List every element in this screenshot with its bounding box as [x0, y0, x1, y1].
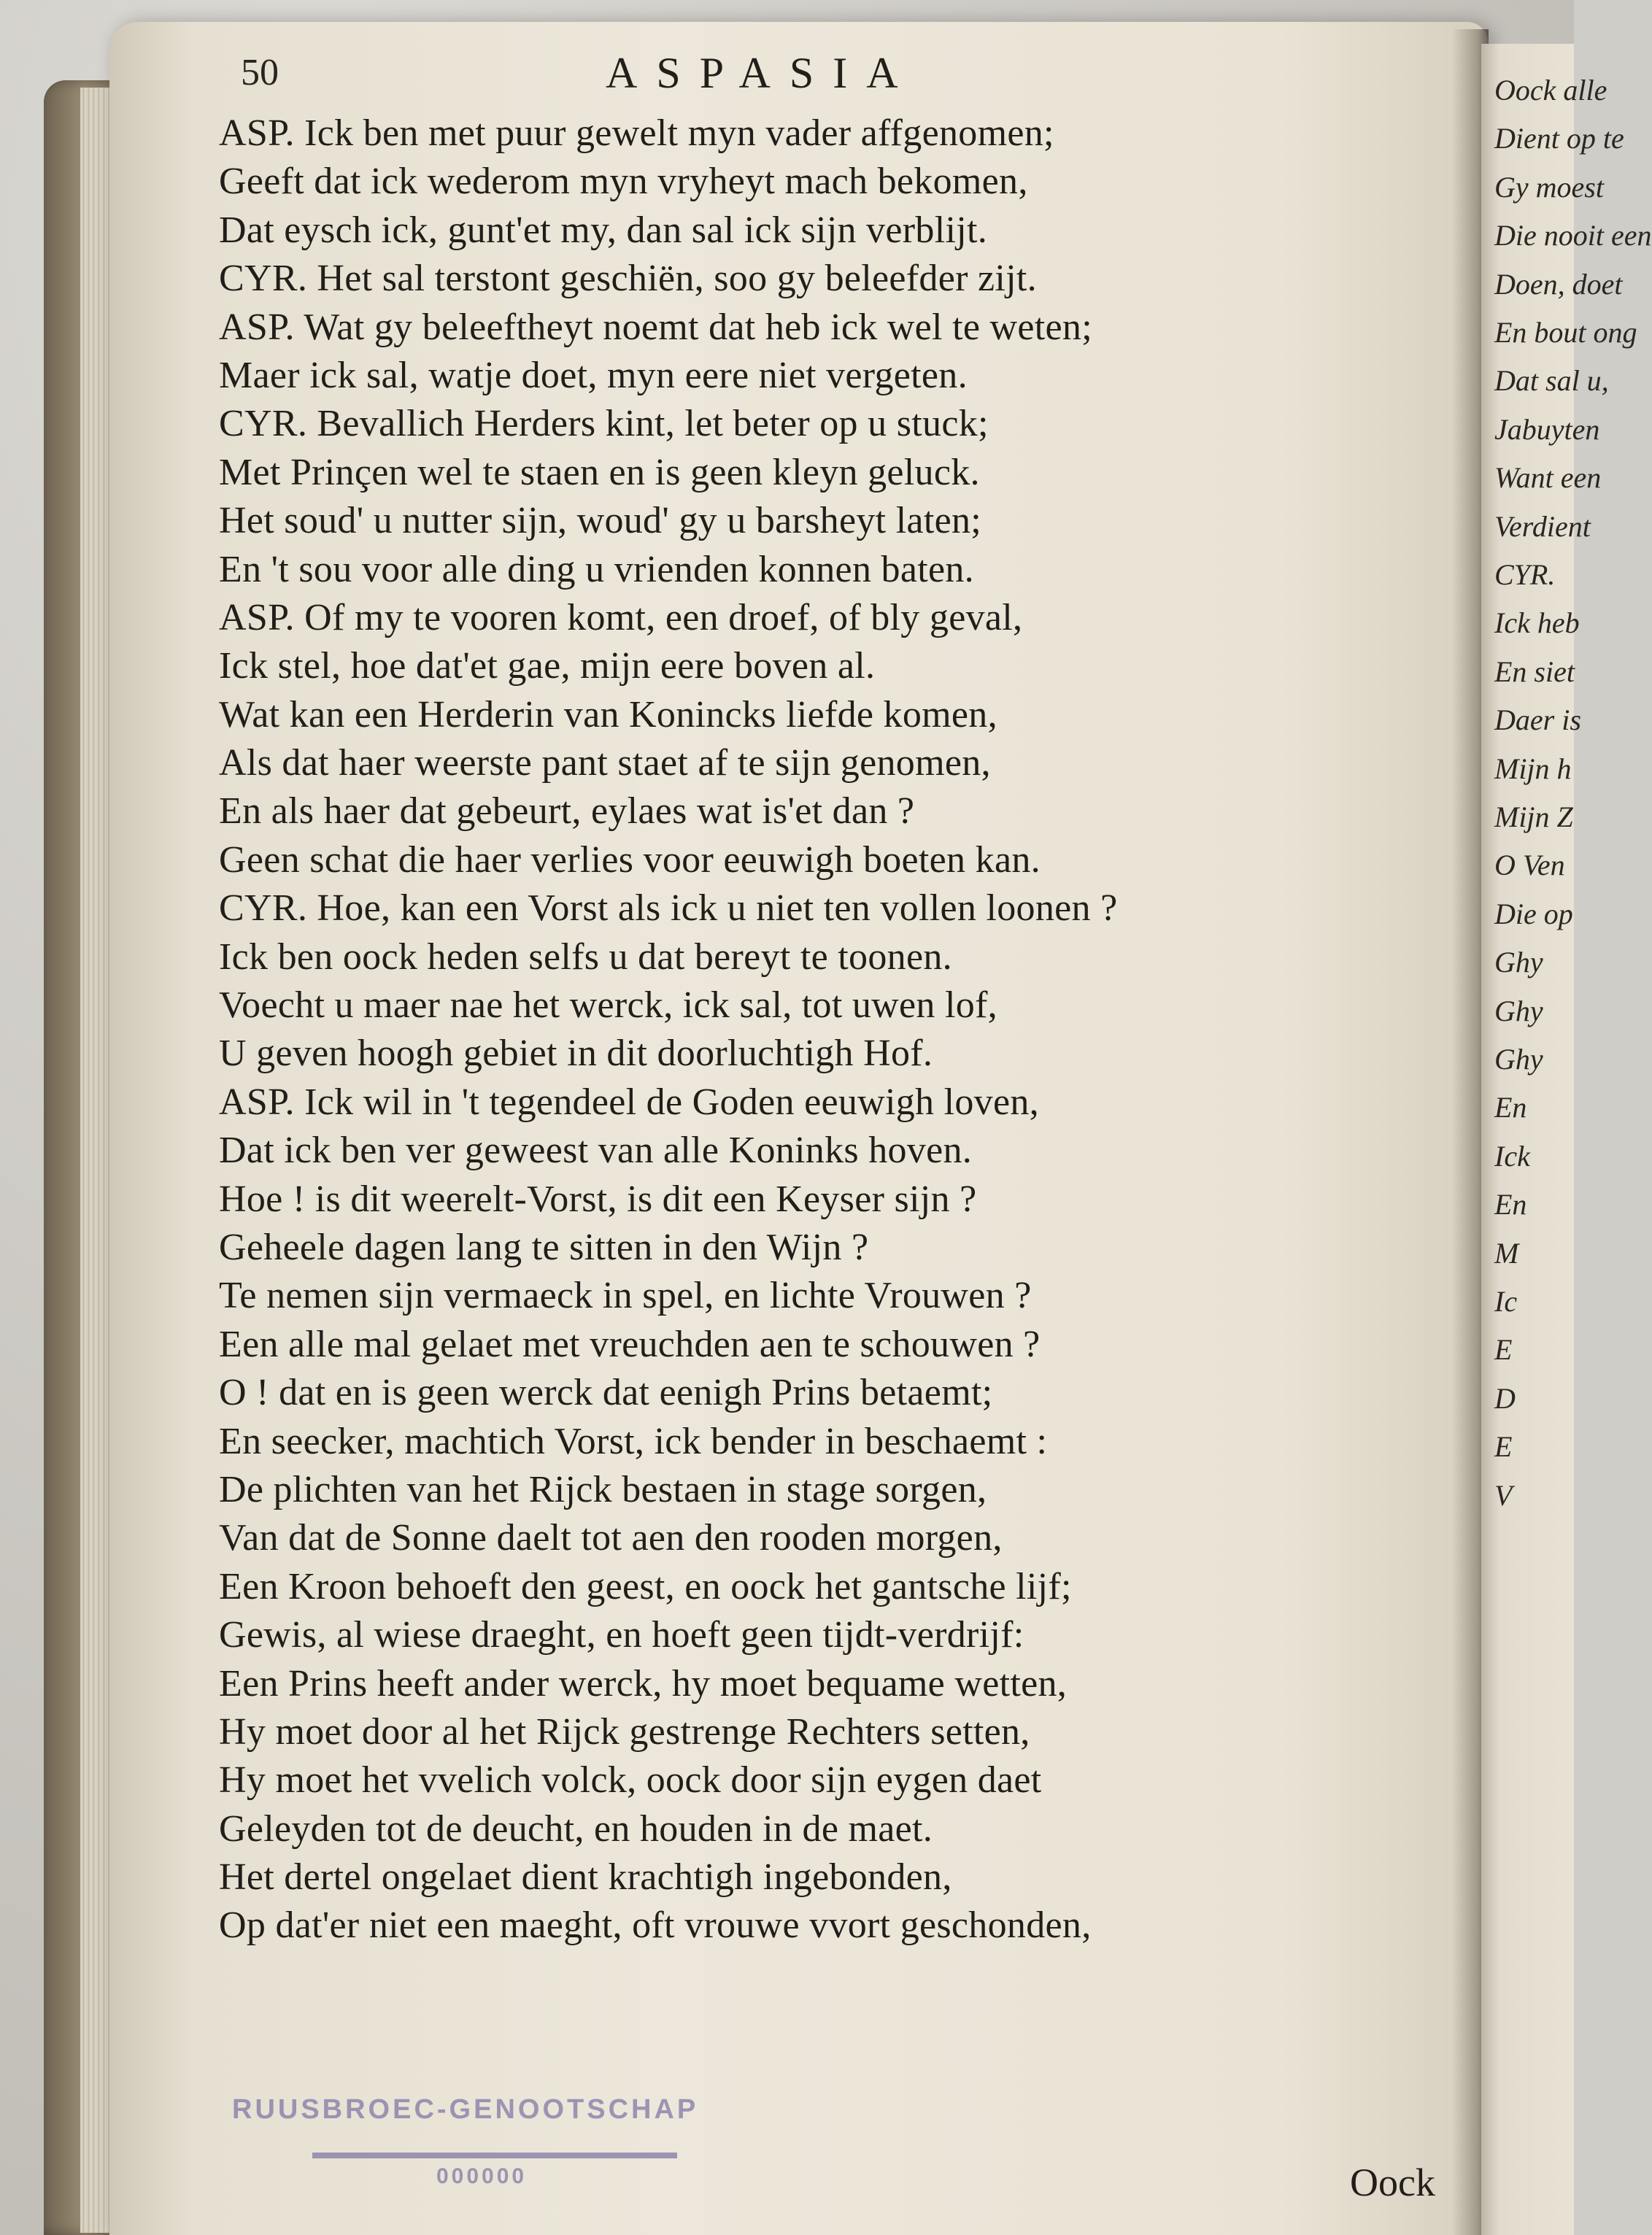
facing-page-line: Mijn Z [1494, 800, 1573, 833]
verse-line: Gewis, al wiese draeght, en hoeft geen tijdt-verdrijf: [219, 1614, 1024, 1656]
verse-line: Het dertel ongelaet dient krachtigh ingebonden, [219, 1856, 952, 1899]
verse-line: Hy moet het vvelich volck, oock door sijn eygen daet [219, 1759, 1042, 1802]
verse-line: Een Kroon behoeft den geest, en oock het gantsche lijf; [219, 1565, 1072, 1607]
verse-line: Te nemen sijn vermaeck in spel, en lichte Vrouwen ? [219, 1275, 1032, 1317]
facing-page-line: Dient op te [1494, 122, 1624, 155]
verse-line: Geeft dat ick wederom myn vryheyt mach bekomen, [219, 161, 1028, 203]
facing-page [1481, 44, 1652, 2235]
verse-line: ASP. Ick ben met puur gewelt myn vader affgenomen; [219, 112, 1054, 154]
page-number: 50 [241, 52, 279, 93]
verse-line: ASP. Wat gy beleeftheyt noemt dat heb ick wel te weten; [219, 306, 1092, 348]
stamp-text: RUUSBROEC-GENOOTSCHAP [232, 2094, 699, 2125]
facing-page-line: Ick [1494, 1139, 1530, 1173]
verse-line: Maer ick sal, watje doet, myn eere niet vergeten. [219, 354, 968, 396]
facing-page-line: E [1494, 1333, 1513, 1367]
facing-page-line: Mijn h [1494, 752, 1572, 785]
verse-line: ASP. Ick wil in 't tegendeel de Goden eeuwigh loven, [219, 1081, 1039, 1123]
verse-line: Hoe ! is dit weerelt-Vorst, is dit een Keyser sijn ? [219, 1178, 977, 1220]
verse-line: Als dat haer weerste pant staet af te sijn genomen, [219, 742, 991, 784]
facing-page-line: E [1494, 1430, 1513, 1464]
facing-page-line: Ic [1494, 1285, 1518, 1318]
facing-page-line: Gy moest [1494, 170, 1604, 204]
verse-line: Geleyden tot de deucht, en houden in de maet. [219, 1807, 933, 1850]
verse-line: Voecht u maer nae het werck, ick sal, tot uwen lof, [219, 984, 997, 1027]
verse-line: Ick ben oock heden selfs u dat bereyt te toonen. [219, 935, 952, 978]
verse-line: En seecker, machtich Vorst, ick bender in beschaemt : [219, 1420, 1048, 1462]
facing-page-line: Verdient [1494, 509, 1591, 543]
verse-line: Geen schat die haer verlies voor eeuwigh boeten kan. [219, 838, 1041, 881]
verse-text [219, 109, 1459, 1950]
verse-line: U geven hoogh gebiet in dit doorluchtigh Hof. [219, 1032, 933, 1075]
facing-page-line: M [1494, 1236, 1519, 1270]
facing-page-line: Ick heb [1494, 606, 1580, 640]
verse-line: Met Prinçen wel te staen en is geen kleyn geluck. [219, 451, 980, 493]
catchword: Oock [1350, 2161, 1435, 2204]
verse-line: De plichten van het Rijck bestaen in stage sorgen, [219, 1468, 987, 1510]
verse-line: CYR. Het sal terstont geschiën, soo gy beleefder zijt. [219, 258, 1037, 300]
facing-page-line: Jabuyten [1494, 412, 1600, 446]
verse-line: En 't sou voor alle ding u vrienden konnen baten. [219, 548, 974, 590]
verse-line: En als haer dat gebeurt, eylaes wat is'et dan ? [219, 790, 915, 833]
verse-line: Wat kan een Herderin van Konincks liefde komen, [219, 693, 997, 736]
facing-page-line: Dat sal u, [1494, 364, 1609, 398]
facing-page-line: O Ven [1494, 849, 1565, 882]
verse-line: Dat ick ben ver geweest van alle Koninks hoven. [219, 1130, 973, 1172]
verse-line: Ick stel, hoe dat'et gae, mijn eere boven al. [219, 645, 876, 687]
verse-line: O ! dat en is geen werck dat eenigh Prins betaemt; [219, 1372, 993, 1414]
verse-line: Een alle mal gelaet met vreuchden aen te schouwen ? [219, 1323, 1041, 1365]
facing-page-line: Want een [1494, 461, 1602, 495]
facing-page-line: Die nooit een [1494, 219, 1652, 252]
verse-line: Hy moet door al het Rijck gestrenge Rechters setten, [219, 1710, 1030, 1753]
facing-page-line: En [1494, 1091, 1527, 1124]
facing-page-line: V [1494, 1478, 1513, 1512]
library-stamp [232, 2094, 787, 2204]
running-title: ASPASIA [606, 49, 917, 97]
facing-page-line: En bout ong [1494, 316, 1637, 349]
facing-page-line: D [1494, 1381, 1516, 1415]
facing-page-line: En siet [1494, 655, 1575, 688]
verse-line: Van dat de Sonne daelt tot aen den rooden morgen, [219, 1517, 1003, 1559]
verse-line: Op dat'er niet een maeght, oft vrouwe vvort geschonden, [219, 1904, 1092, 1947]
facing-page-line: Ghy [1494, 994, 1543, 1027]
facing-page-line: Daer is [1494, 703, 1581, 737]
facing-page-line: CYR. [1494, 558, 1556, 591]
facing-page-line: Oock alle [1494, 74, 1607, 107]
verse-line: Dat eysch ick, gunt'et my, dan sal ick sijn verblijt. [219, 209, 988, 251]
verse-line: Geheele dagen lang te sitten in den Wijn ? [219, 1226, 869, 1268]
facing-page-line: Ghy [1494, 1043, 1543, 1076]
stamp-rule [312, 2153, 677, 2158]
stamp-number: 000000 [436, 2164, 528, 2188]
verse-line: Het soud' u nutter sijn, woud' gy u barsheyt laten; [219, 500, 981, 542]
verse-line: ASP. Of my te vooren komt, een droef, of bly geval, [219, 596, 1023, 638]
facing-page-line: En [1494, 1188, 1527, 1221]
verse-line: CYR. Bevallich Herders kint, let beter op u stuck; [219, 403, 989, 445]
facing-page-line: Die op [1494, 897, 1573, 930]
verse-line: CYR. Hoe, kan een Vorst als ick u niet ten vollen loonen ? [219, 887, 1118, 930]
facing-page-line: Ghy [1494, 946, 1543, 979]
page-header [241, 51, 1437, 102]
facing-page-line: Doen, doet [1494, 267, 1623, 301]
verse-line: Een Prins heeft ander werck, hy moet bequame wetten, [219, 1662, 1068, 1705]
